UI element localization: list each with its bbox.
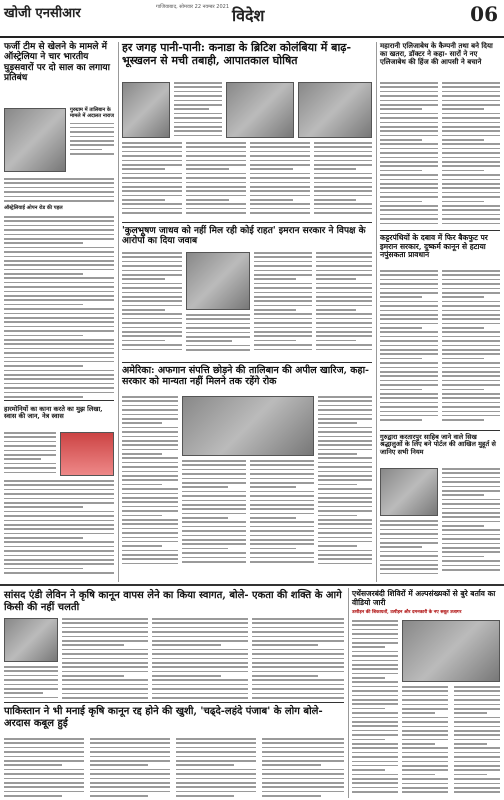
body-text xyxy=(4,178,114,204)
camp-photo xyxy=(402,620,500,682)
body-text xyxy=(316,252,372,353)
divider xyxy=(122,222,372,223)
headline: पाकिस्तान ने भी मनाई कृषि कानून रद्द होने की खुशी, 'चढ्दे-लहंदे पंजाब' के लोग बोले- अरदास कबूल हुई xyxy=(4,706,323,729)
body-text xyxy=(250,142,310,217)
jadhav-photo xyxy=(186,252,250,310)
body-text xyxy=(254,252,312,353)
story-left-side-box xyxy=(70,108,114,158)
body-text xyxy=(250,460,314,565)
lead-headline: हर जगह पानी-पानी: कनाडा के ब्रिटिश कोलंबिया में बाढ़-भूस्खलन से मची तबाही, आपातकाल घोषित xyxy=(122,41,352,67)
body-text xyxy=(314,142,372,217)
body-text xyxy=(90,738,170,799)
body-text xyxy=(122,396,178,567)
accident-photo xyxy=(60,432,114,476)
story-left-top xyxy=(4,42,114,83)
body-text xyxy=(186,314,250,354)
body-text xyxy=(4,666,58,701)
story-photo xyxy=(4,108,66,172)
levin-photo xyxy=(4,618,58,662)
body-text xyxy=(442,270,500,424)
story-centre-lead xyxy=(122,42,372,67)
divider xyxy=(380,230,500,231)
body-text xyxy=(176,738,256,799)
divider xyxy=(122,362,372,363)
gurdwara-photo xyxy=(380,468,438,516)
masthead xyxy=(0,0,504,38)
headline: अमेरिका: अफगान संपत्ति छोड़ने की तालिबान की अपील खारिज, कहा- सरकार को मान्यता नहीं मिलने तक रहेंगे रोक xyxy=(122,365,369,387)
body-text xyxy=(380,520,438,577)
flood-photo xyxy=(226,82,294,138)
body-text xyxy=(4,216,114,400)
body-text xyxy=(454,686,500,796)
edition-date: गाजियाबाद, सोमवार 22 नवम्बर 2021 xyxy=(156,4,230,10)
body-text xyxy=(122,142,182,217)
section-divider xyxy=(0,584,504,586)
column-rule xyxy=(376,42,377,582)
headline: 'कुलभूषण जाधव को नहीं मिल रही कोई राहत' इमरान सरकार ने विपक्ष के आरोपों का दिया जवाब xyxy=(122,226,366,247)
body-text xyxy=(186,142,246,217)
flood-photo xyxy=(298,82,372,138)
body-text xyxy=(318,396,372,567)
divider xyxy=(4,400,114,401)
body-text xyxy=(4,738,84,799)
headline: हारमोनियों का काना करते का मुझ लिखा, स्वास की जान, नेत्र स्वास xyxy=(4,405,103,421)
body-text xyxy=(70,123,114,155)
page-number: 06 xyxy=(470,2,498,26)
body-text xyxy=(62,618,148,701)
headline: फर्जी टीम से खेलने के मामले में ऑस्ट्रेलिया ने चार भारतीय घुड़सवारों पर दो साल का लगाया प्रतिबंध xyxy=(4,42,110,84)
body-text xyxy=(122,252,182,353)
subhead: ऑस्ट्रेलियाई ओपन रोड की पहल xyxy=(4,205,63,211)
headline: सांसद एंडी लेविन ने कृषि कानून वापस लेने का किया स्वागत, बोले- एकता की शक्ति के आगे किसी की नहीं चलती xyxy=(4,590,342,613)
flood-photo xyxy=(122,82,170,138)
body-text xyxy=(402,686,448,796)
body-text xyxy=(252,618,344,701)
headline: महारानी एलिजाबेथ के कैम्पनी तथा बने दिया का खतरा, डॉक्टर ने कहा- सारों ने नए एलिजाबेथ की हिंज की आपसी ने बचाने xyxy=(380,41,493,67)
body-text xyxy=(262,738,344,799)
subhead: उत्पीड़न की शिकायतों, उत्पीड़न और दमनकारी के नए सबूत उजागर xyxy=(352,610,462,615)
page-title: विदेश xyxy=(232,6,265,25)
body-text xyxy=(182,460,246,565)
column-rule xyxy=(348,588,349,798)
body-text xyxy=(152,618,248,701)
headline: गुरुद्वारा करतारपुर साहिब जाने वाले सिख श्रद्धालुओं के लिए बने पोर्टल की आखिल मुहूर्त से जानिए सभी नियम xyxy=(380,433,496,456)
divider xyxy=(4,702,344,703)
headline: एथेंसजरबंदी शिविरों में अल्पसंख्यकों से बुरे बर्ताव का वीडियो जारी xyxy=(352,589,496,607)
body-text xyxy=(442,82,500,227)
body-text xyxy=(4,480,114,577)
column-rule xyxy=(118,42,119,582)
body-text xyxy=(174,82,222,139)
box-headline: गुरुग्राम में तालिबान के मामले में अदालत नाराज xyxy=(70,107,115,119)
body-text xyxy=(442,468,500,573)
divider xyxy=(380,430,500,431)
body-text xyxy=(380,82,438,227)
body-text xyxy=(380,270,438,424)
afghan-meeting-photo xyxy=(182,396,314,456)
newspaper-brand: खोजी एनसीआर xyxy=(4,6,81,21)
headline: कट्टरपंथियों के दबाव में फिर बैकफुट पर इमरान सरकार, दुष्कर्म कानून से हटाया नपुंसकता प्रावधान xyxy=(380,233,488,260)
body-text xyxy=(352,620,398,796)
body-text xyxy=(4,432,56,476)
